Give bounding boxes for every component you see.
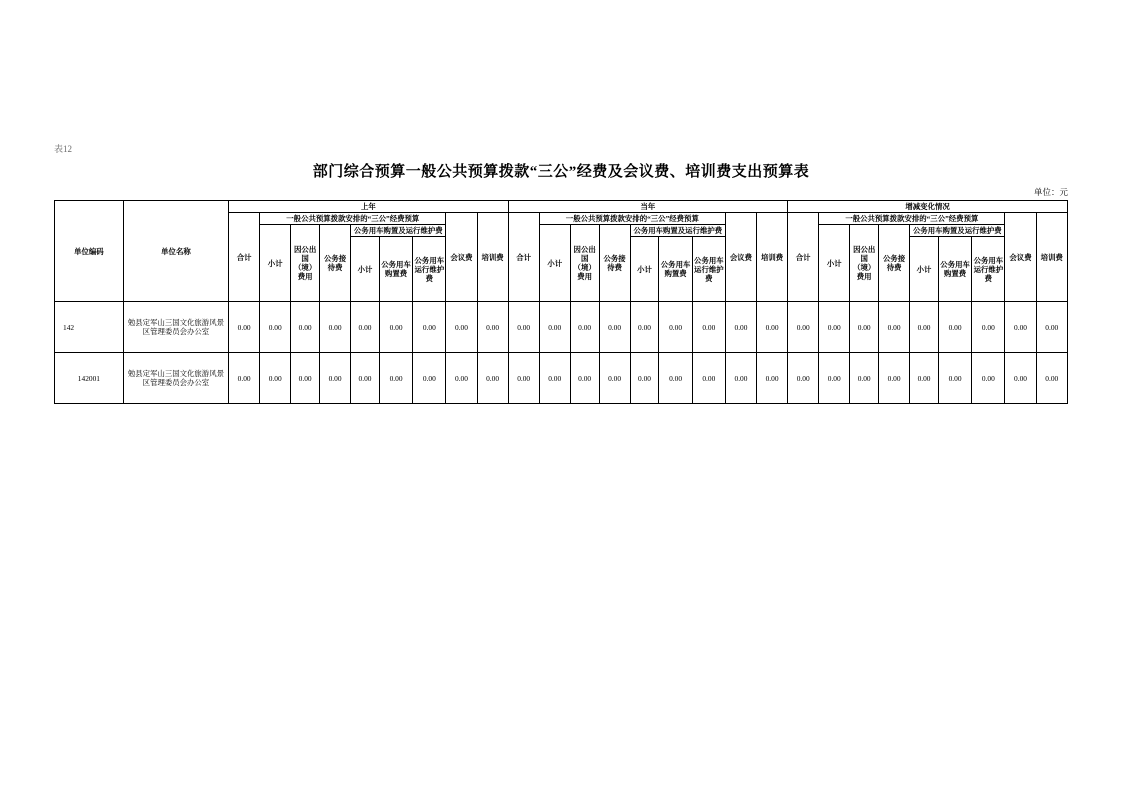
budget-table [54, 200, 1068, 404]
cell-current-abroad-fee: 0.00 [570, 353, 599, 404]
header-period-change: 增减变化情况 [788, 201, 1068, 213]
cell-last-subtotal: 0.00 [260, 302, 291, 353]
cell-last-total: 0.00 [229, 302, 260, 353]
cell-current-vehicle-subtotal: 0.00 [630, 353, 659, 404]
header-current-vehicle-subtotal: 小计 [630, 237, 659, 302]
cell-change-vehicle-purchase: 0.00 [938, 353, 971, 404]
cell-change-total: 0.00 [788, 353, 819, 404]
header-change-total: 合计 [788, 213, 819, 302]
header-last-vehicle-subtotal: 小计 [351, 237, 380, 302]
cell-last-training-fee: 0.00 [477, 302, 508, 353]
header-last-abroad-fee: 因公出国（境）费用 [291, 225, 320, 302]
cell-current-training-fee: 0.00 [757, 353, 788, 404]
header-change-vehicle-subtotal: 小计 [910, 237, 939, 302]
header-last-subtotal: 小计 [260, 225, 291, 302]
cell-current-reception-fee: 0.00 [599, 302, 630, 353]
cell-last-meeting-fee: 0.00 [446, 353, 477, 404]
cell-change-training-fee: 0.00 [1036, 353, 1067, 404]
cell-change-vehicle-subtotal: 0.00 [910, 302, 939, 353]
row-unit-code: 142 [55, 302, 124, 353]
cell-current-vehicle-purchase: 0.00 [659, 353, 692, 404]
header-period-last-year: 上年 [229, 201, 509, 213]
header-current-vehicle-purchase: 公务用车购置费 [659, 237, 692, 302]
header-unit-code: 单位编码 [55, 201, 124, 302]
cell-last-abroad-fee: 0.00 [291, 302, 320, 353]
header-current-subtotal: 小计 [539, 225, 570, 302]
cell-change-meeting-fee: 0.00 [1005, 353, 1036, 404]
cell-last-reception-fee: 0.00 [320, 302, 351, 353]
page-title: 部门综合预算一般公共预算拨款“三公”经费及会议费、培训费支出预算表 [312, 164, 810, 180]
header-last-total: 合计 [229, 213, 260, 302]
table-row [55, 353, 1068, 404]
cell-last-training-fee: 0.00 [477, 353, 508, 404]
cell-last-vehicle-operation: 0.00 [413, 353, 446, 404]
cell-last-subtotal: 0.00 [260, 353, 291, 404]
cell-current-meeting-fee: 0.00 [725, 302, 756, 353]
cell-last-vehicle-purchase: 0.00 [379, 353, 412, 404]
row-unit-name: 勉县定军山三国文化旅游风景区管理委员会办公室 [123, 353, 228, 404]
cell-current-vehicle-operation: 0.00 [692, 353, 725, 404]
cell-change-abroad-fee: 0.00 [850, 353, 879, 404]
cell-last-vehicle-operation: 0.00 [413, 302, 446, 353]
cell-current-subtotal: 0.00 [539, 302, 570, 353]
header-period-current-year: 当年 [508, 201, 788, 213]
table-header-row-1 [55, 201, 1068, 213]
cell-change-vehicle-operation: 0.00 [972, 353, 1005, 404]
cell-last-vehicle-purchase: 0.00 [379, 302, 412, 353]
header-last-training-fee: 培训费 [477, 213, 508, 302]
cell-last-vehicle-subtotal: 0.00 [351, 302, 380, 353]
cell-current-total: 0.00 [508, 353, 539, 404]
cell-change-training-fee: 0.00 [1036, 302, 1067, 353]
header-current-reception-fee: 公务接待费 [599, 225, 630, 302]
header-change-training-fee: 培训费 [1036, 213, 1067, 302]
currency-unit-note: 单位：元 [1033, 187, 1068, 197]
cell-current-abroad-fee: 0.00 [570, 302, 599, 353]
cell-current-vehicle-purchase: 0.00 [659, 302, 692, 353]
header-current-abroad-fee: 因公出国（境）费用 [570, 225, 599, 302]
cell-change-abroad-fee: 0.00 [850, 302, 879, 353]
header-unit-name: 单位名称 [123, 201, 228, 302]
header-last-vehicle-operation: 公务用车运行维护费 [413, 237, 446, 302]
cell-change-subtotal: 0.00 [819, 302, 850, 353]
header-current-total: 合计 [508, 213, 539, 302]
header-change-subtotal: 小计 [819, 225, 850, 302]
header-last-meeting-fee: 会议费 [446, 213, 477, 302]
cell-last-meeting-fee: 0.00 [446, 302, 477, 353]
header-change-vehicle-purchase: 公务用车购置费 [938, 237, 971, 302]
cell-current-reception-fee: 0.00 [599, 353, 630, 404]
cell-change-reception-fee: 0.00 [879, 353, 910, 404]
header-change-vehicle-operation: 公务用车运行维护费 [972, 237, 1005, 302]
cell-current-total: 0.00 [508, 302, 539, 353]
cell-change-meeting-fee: 0.00 [1005, 302, 1036, 353]
header-last-reception-fee: 公务接待费 [320, 225, 351, 302]
cell-change-vehicle-subtotal: 0.00 [910, 353, 939, 404]
header-current-meeting-fee: 会议费 [725, 213, 756, 302]
cell-last-abroad-fee: 0.00 [291, 353, 320, 404]
header-change-meeting-fee: 会议费 [1005, 213, 1036, 302]
cell-change-reception-fee: 0.00 [879, 302, 910, 353]
header-change-sangong-group: 一般公共预算拨款安排的“三公”经费预算 [819, 213, 1005, 225]
cell-last-vehicle-subtotal: 0.00 [351, 353, 380, 404]
row-unit-name: 勉县定军山三国文化旅游风景区管理委员会办公室 [123, 302, 228, 353]
cell-current-vehicle-subtotal: 0.00 [630, 302, 659, 353]
header-current-training-fee: 培训费 [757, 213, 788, 302]
header-last-vehicle-group: 公务用车购置及运行维护费 [351, 225, 446, 237]
cell-current-vehicle-operation: 0.00 [692, 302, 725, 353]
cell-current-subtotal: 0.00 [539, 353, 570, 404]
cell-last-reception-fee: 0.00 [320, 353, 351, 404]
cell-last-total: 0.00 [229, 353, 260, 404]
header-change-vehicle-group: 公务用车购置及运行维护费 [910, 225, 1005, 237]
cell-current-meeting-fee: 0.00 [725, 353, 756, 404]
cell-change-vehicle-operation: 0.00 [972, 302, 1005, 353]
cell-current-training-fee: 0.00 [757, 302, 788, 353]
header-change-abroad-fee: 因公出国（境）费用 [850, 225, 879, 302]
row-unit-code: 142001 [55, 353, 124, 404]
header-current-vehicle-operation: 公务用车运行维护费 [692, 237, 725, 302]
header-current-sangong-group: 一般公共预算拨款安排的“三公”经费预算 [539, 213, 725, 225]
cell-change-vehicle-purchase: 0.00 [938, 302, 971, 353]
header-change-reception-fee: 公务接待费 [879, 225, 910, 302]
sheet-label: 表12 [54, 144, 73, 154]
header-last-sangong-group: 一般公共预算拨款安排的“三公”经费预算 [260, 213, 446, 225]
header-current-vehicle-group: 公务用车购置及运行维护费 [630, 225, 725, 237]
table-body [55, 302, 1068, 404]
header-last-vehicle-purchase: 公务用车购置费 [379, 237, 412, 302]
table-row [55, 302, 1068, 353]
cell-change-subtotal: 0.00 [819, 353, 850, 404]
cell-change-total: 0.00 [788, 302, 819, 353]
